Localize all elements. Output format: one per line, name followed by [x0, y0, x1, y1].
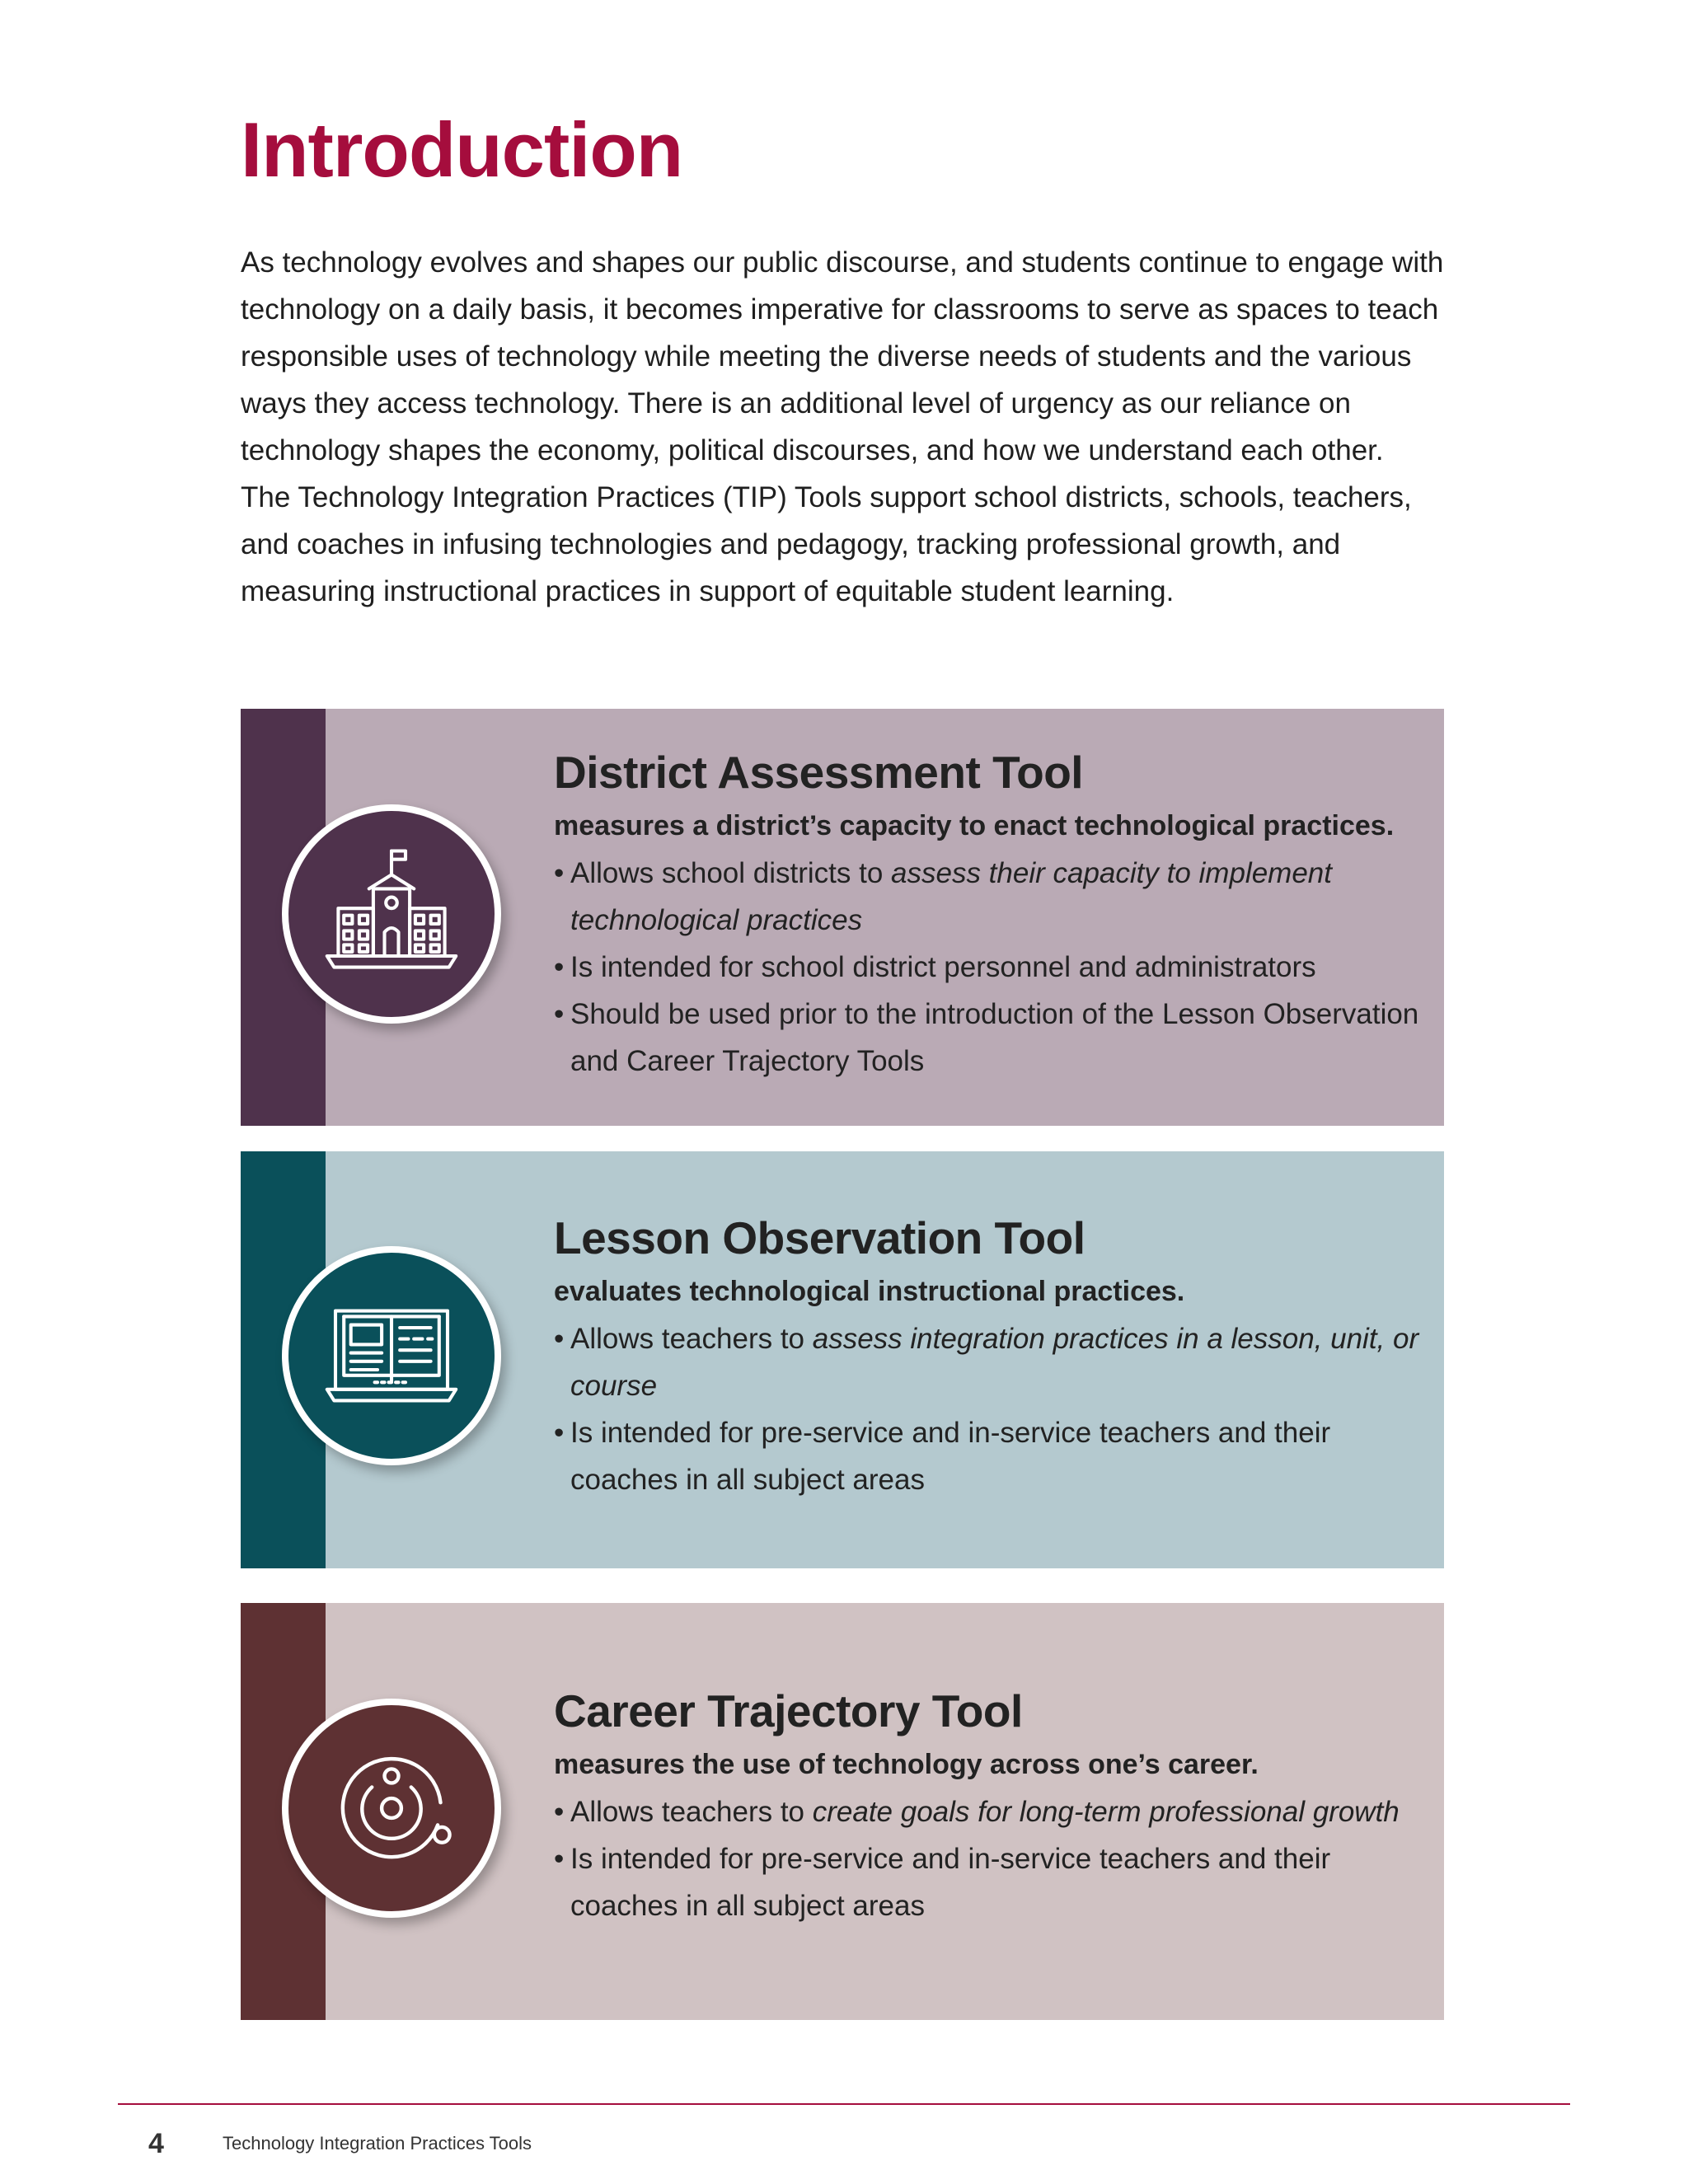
orbit-target-icon: [321, 1738, 462, 1878]
bullet-item: • Allows teachers to create goals for long-term professional growth: [554, 1788, 1419, 1835]
icon-circle: [282, 1246, 501, 1465]
tool-title: Lesson Observation Tool: [554, 1212, 1085, 1263]
open-book-laptop-icon: [321, 1286, 462, 1426]
bullet-item: • Is intended for pre-service and in-service teachers and their coaches in all subject areas: [554, 1409, 1419, 1503]
panel-text: [554, 1211, 1419, 1503]
tool-title: District Assessment Tool: [554, 747, 1084, 798]
district-assessment-panel: [241, 709, 1444, 1126]
tool-subtitle: measures the use of technology across one’s career.: [554, 1749, 1259, 1780]
tool-subtitle: evaluates technological instructional practices.: [554, 1276, 1185, 1307]
bullet-item: • Should be used prior to the introduction of the Lesson Observation and Career Trajectory Tools: [554, 991, 1419, 1085]
icon-circle: [282, 804, 501, 1024]
intro-paragraph-2: The Technology Integration Practices (TIP) Tools support school districts, schools, teachers, and coaches in infusing technologies and pedagogy, tracking professional growth, and measuring instructional practices in support of equitable student learning.: [241, 481, 1412, 607]
running-title: Technology Integration Practices Tools: [223, 2133, 532, 2154]
tool-title: Career Trajectory Tool: [554, 1685, 1023, 1736]
bullet-item: • Is intended for school district personnel and administrators: [554, 944, 1419, 991]
panel-text: [554, 1684, 1419, 1929]
tool-subtitle: measures a district’s capacity to enact technological practices.: [554, 810, 1395, 841]
tool-bullets: [554, 1788, 1419, 1929]
school-building-icon: [321, 844, 462, 984]
page-number: 4: [148, 2128, 164, 2159]
icon-circle: [282, 1699, 501, 1918]
intro-text: [241, 239, 1452, 615]
lesson-observation-panel: [241, 1151, 1444, 1568]
intro-paragraph-1: As technology evolves and shapes our public discourse, and students continue to engage with technology on a daily basis, it becomes imperative for classrooms to serve as spaces to teach responsible uses of technology while meeting the diverse needs of students and the various ways they access technology. There is an additional level of urgency as our reliance on technology shapes the economy, political discourses, and how we understand each other.: [241, 246, 1444, 466]
bullet-item: • Allows school districts to assess their capacity to implement technological practices: [554, 850, 1419, 944]
career-trajectory-panel: [241, 1603, 1444, 2020]
bullet-item: • Allows teachers to assess integration practices in a lesson, unit, or course: [554, 1315, 1419, 1409]
panel-text: [554, 745, 1419, 1085]
footer-rule: [118, 2103, 1570, 2105]
bullet-item: • Is intended for pre-service and in-service teachers and their coaches in all subject areas: [554, 1835, 1419, 1929]
tool-bullets: [554, 850, 1419, 1085]
tool-bullets: [554, 1315, 1419, 1503]
page-title: Introduction: [241, 106, 683, 193]
